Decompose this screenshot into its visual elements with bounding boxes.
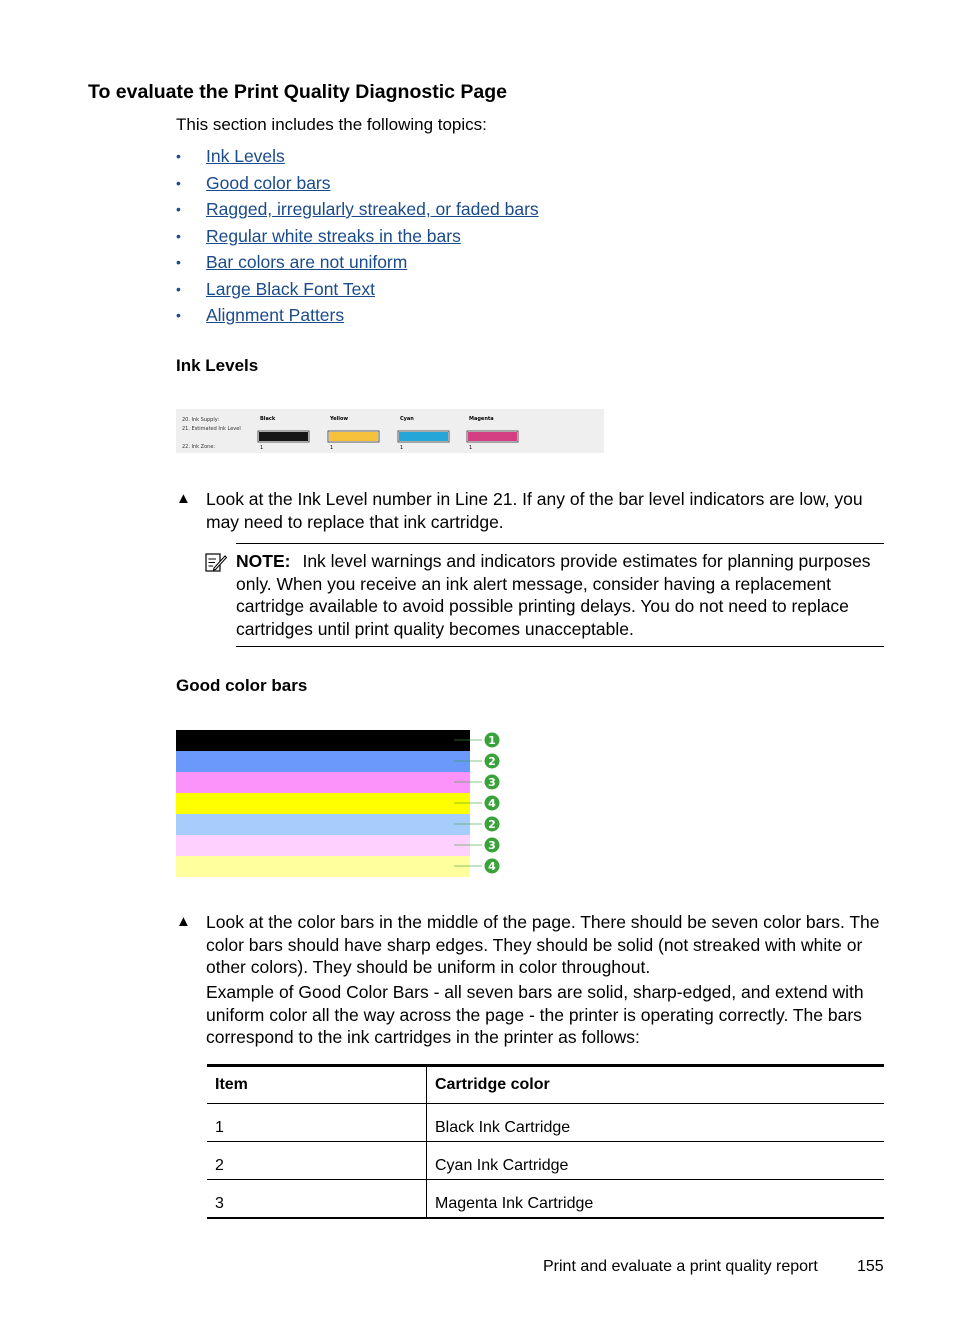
cell-item: 2 [207, 1142, 427, 1180]
page-number: 155 [857, 1258, 884, 1275]
callout [454, 796, 500, 811]
svg-text:3: 3 [488, 839, 496, 852]
link-alignment-patters[interactable]: Alignment Patters [206, 305, 345, 325]
bullet: • [176, 227, 181, 244]
list-item [176, 145, 539, 172]
ink-supply-label: 20. Ink Supply: [182, 417, 220, 423]
warning-triangle-icon: ▲ [176, 490, 191, 507]
ink-zone-label: 22. Ink Zone: [182, 444, 216, 450]
intro-text: This section includes the following topics: [176, 115, 487, 134]
cell-cartridge-color: Cyan Ink Cartridge [427, 1142, 885, 1180]
note-label: NOTE: [236, 551, 291, 571]
ink-name: Black [260, 416, 276, 422]
bullet: • [176, 201, 181, 217]
cell-item: 3 [207, 1180, 427, 1219]
column-header-item: Item [207, 1066, 427, 1104]
color-bars-figure [176, 730, 506, 877]
ink-levels-heading: Ink Levels [176, 356, 259, 375]
ink-zone: 1 [469, 445, 473, 451]
bullet: • [176, 307, 181, 323]
color-bar-cyan [176, 751, 470, 772]
color-bar-callouts [452, 730, 506, 877]
svg-text:4: 4 [488, 797, 496, 810]
link-ragged-bars[interactable]: Ragged, irregularly streaked, or faded bars [206, 199, 539, 219]
ink-level-bar [399, 432, 448, 441]
note-bottom-rule [236, 646, 884, 647]
color-bar-yellow [176, 793, 470, 814]
bullet: • [176, 174, 181, 191]
column-header-cartridge-color: Cartridge color [427, 1066, 885, 1104]
ink-level-bar [259, 432, 308, 441]
ink-level-figure [176, 409, 604, 453]
callout [454, 733, 500, 748]
ink-name: Cyan [400, 416, 414, 422]
cell-cartridge-color: Black Ink Cartridge [427, 1104, 885, 1142]
color-bar-light-magenta [176, 835, 470, 856]
table-row [207, 1142, 884, 1180]
svg-text:4: 4 [488, 860, 496, 873]
callout [454, 817, 500, 832]
svg-text:2: 2 [488, 818, 496, 831]
bullet: • [176, 280, 181, 297]
callout [454, 775, 500, 790]
color-bars-instruction: Look at the color bars in the middle of the page. There should be seven color bars. The color bars should have sharp edges. They should be solid (not streaked with white or other colors). They should be uniform in color throughout. [206, 912, 880, 977]
color-bars-example: Example of Good Color Bars - all seven bars are solid, sharp-edged, and extend with uniform color all the way across the page - the printer is operating correctly. The bars correspond to the ink cartridges in the printer as follows: [206, 982, 864, 1047]
callout [454, 754, 500, 769]
color-bar-black [176, 730, 470, 751]
note-icon [205, 553, 227, 573]
ink-level-label: 21. Estimated Ink Level [182, 426, 241, 432]
table-row [207, 1180, 884, 1219]
color-bar-light-cyan [176, 814, 470, 835]
list-item [176, 304, 539, 331]
ink-zone: 1 [400, 445, 404, 451]
ink-zone: 1 [260, 445, 264, 451]
list-item [176, 172, 539, 199]
list-item [176, 278, 539, 305]
ink-level-bar [329, 432, 378, 441]
topic-list [176, 145, 539, 331]
list-item [176, 198, 539, 225]
note-body: Ink level warnings and indicators provide estimates for planning purposes only. When you receive an ink alert message, consider having a replacement cartridge available to avoid possible printing delays. You do not need to replace cartridges until print quality becomes unacceptable. [236, 551, 871, 639]
color-bar-magenta [176, 772, 470, 793]
cartridge-table [207, 1064, 884, 1219]
good-color-bars-heading: Good color bars [176, 676, 308, 695]
ink-name: Magenta [469, 416, 494, 422]
list-item [176, 225, 539, 252]
cell-cartridge-color: Magenta Ink Cartridge [427, 1180, 885, 1219]
page-heading: To evaluate the Print Quality Diagnostic Page [88, 81, 507, 103]
svg-text:1: 1 [488, 734, 496, 747]
link-good-color-bars[interactable]: Good color bars [206, 172, 331, 193]
note-text [236, 550, 886, 640]
color-bar-light-yellow [176, 856, 470, 877]
link-white-streaks[interactable]: Regular white streaks in the bars [206, 225, 461, 246]
ink-zone: 1 [330, 445, 334, 451]
bullet: • [176, 148, 181, 164]
svg-text:3: 3 [488, 776, 496, 789]
ink-name: Yellow [330, 416, 349, 422]
link-large-black-font[interactable]: Large Black Font Text [206, 278, 375, 299]
callout [454, 838, 500, 853]
table-row [207, 1104, 884, 1142]
list-item [176, 251, 539, 278]
ink-level-instruction: Look at the Ink Level number in Line 21. If any of the bar level indicators are low, you may need to replace that ink cartridge. [206, 489, 863, 532]
link-ink-levels[interactable]: Ink Levels [206, 146, 285, 166]
ink-level-bar [468, 432, 517, 441]
cell-item: 1 [207, 1104, 427, 1142]
svg-text:2: 2 [488, 755, 496, 768]
bullet: • [176, 254, 181, 270]
callout [454, 859, 500, 874]
link-bar-colors[interactable]: Bar colors are not uniform [206, 252, 408, 272]
note-top-rule [236, 543, 884, 544]
footer-section-title: Print and evaluate a print quality report [543, 1258, 818, 1275]
warning-triangle-icon: ▲ [176, 913, 191, 930]
table-header-row [207, 1066, 884, 1104]
